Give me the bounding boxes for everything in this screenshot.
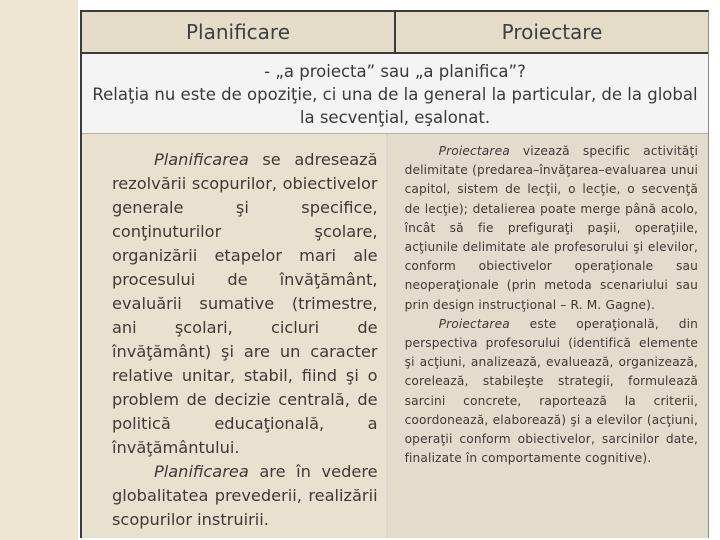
- table-header-row: [82, 12, 708, 54]
- content-columns: [82, 134, 708, 538]
- planificare-term: Planificarea: [154, 150, 249, 169]
- proiectare-term: Proiectarea: [438, 144, 510, 158]
- planificare-term-2: Planificarea: [154, 462, 249, 481]
- planificare-paragraph-1: [112, 148, 378, 460]
- decorative-side-strip: [0, 0, 78, 540]
- planificare-text-2: are în vedere globalitatea prevederii, realizării scopurilor instruirii.: [112, 462, 378, 529]
- proiectare-text-1: vizează specific activităţi delimitate (predarea–învăţarea–evaluarea unui capitol, sistem de lecţii, o lecţie, o secvenţă de lecţie); detalierea poate merge până acolo, încât să fie prefiguraţi paşii, operaţiile, acţiunile delimitate ale profesorului şi elevilor, conform obiectivelor operaţionale sau neoperaţionale (prin metoda scenariului sau prin design instrucţional – R. M. Gagne).: [404, 144, 698, 312]
- proiectare-term-2: Proiectarea: [438, 316, 510, 331]
- proiectare-text-2: este operaţională, din perspectiva profesorului (identifică elemente şi acţiuni, analizează, evaluează, organizează, corelează, stabileşte strategii, formulează sarcini concrete, raportează la criterii, coordonează, elaborează) şi a elevilor (acţiuni, operaţii conform obiectivelor, sarcinilor date, finalizate în comportamente cognitive).: [404, 316, 698, 466]
- planificare-description: [82, 134, 386, 538]
- banner-question: - „a proiecta” sau „a planifica”?: [264, 62, 526, 81]
- proiectare-description: [388, 134, 708, 538]
- planificare-text-1: se adresează rezolvării scopurilor, obiectivelor generale şi specifice, conţinuturilor şcolare, organizării etapelor mari ale procesului de învăţământ, evaluării sumative (trimestre, ani şcolari, cicluri de învăţământ) şi are un caracter relative unitar, stabil, fiind şi o problem de decizie centrală, de politică educaţională, a învăţământului.: [112, 150, 378, 457]
- question-banner: [82, 54, 708, 134]
- banner-statement: Relaţia nu este de opoziţie, ci una de la general la particular, de la global la secvenţial, eşalonat.: [92, 85, 698, 127]
- header-planificare: Planificare: [82, 12, 394, 52]
- proiectare-paragraph-1: [405, 142, 698, 315]
- proiectare-paragraph-2: [405, 315, 698, 469]
- comparison-table: [80, 10, 709, 538]
- header-proiectare: Proiectare: [394, 12, 708, 52]
- planificare-paragraph-2: [112, 460, 378, 532]
